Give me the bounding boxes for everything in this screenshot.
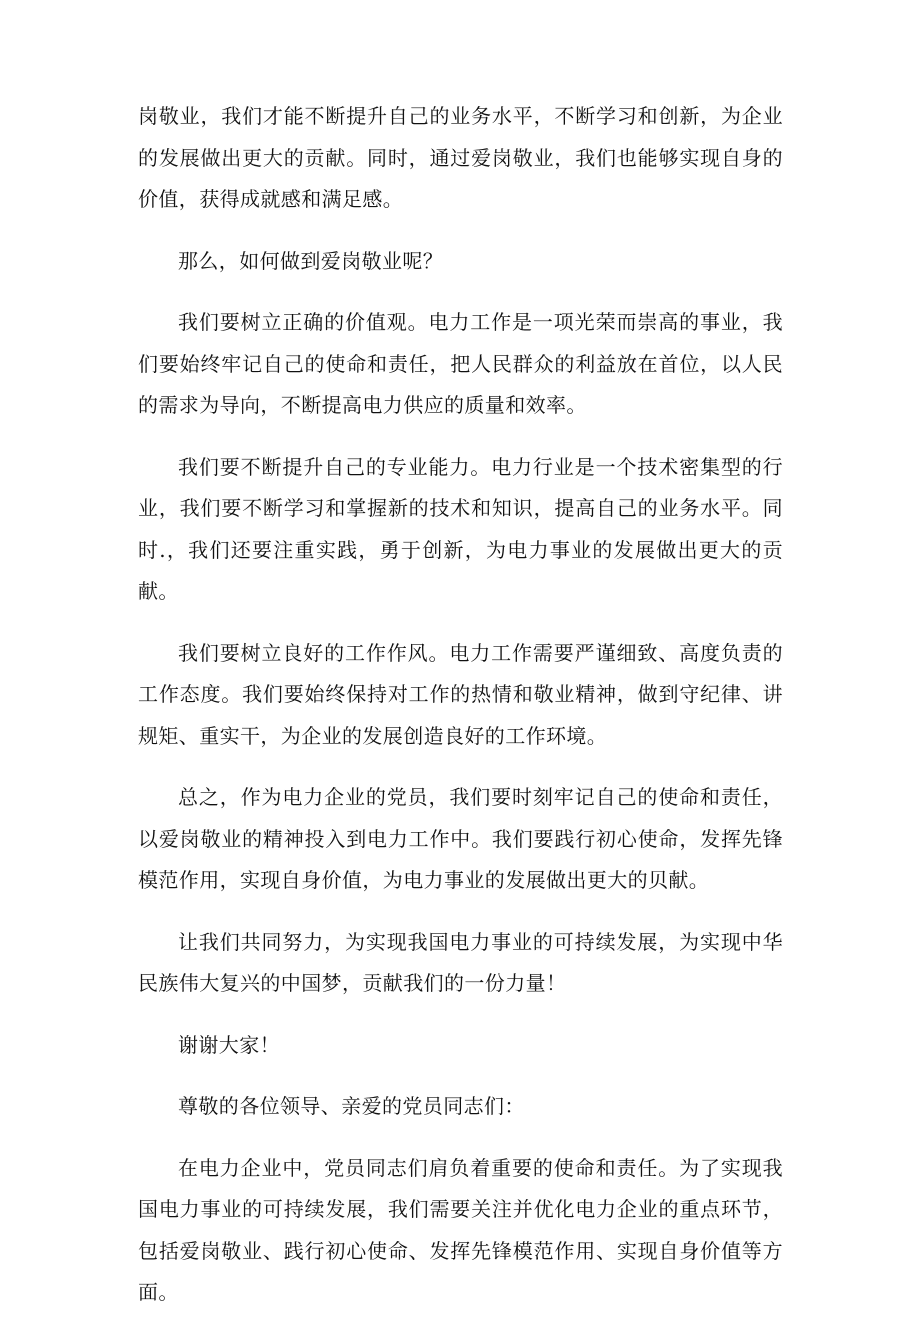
- paragraph-call-to-action: 让我们共同努力，为实现我国电力事业的可持续发展，为实现中华民族伟大复兴的中国梦，贡献我们的一份力量！: [138, 929, 783, 995]
- paragraph-work-style: 我们要树立良好的工作作风。电力工作需要严谨细致、高度负责的工作态度。我们要始终保持对工作的热情和敬业精神，做到守纪律、讲规矩、重实干，为企业的发展创造良好的工作环境。: [138, 640, 783, 748]
- paragraph-thanks: 谢谢大家！: [178, 1032, 280, 1057]
- paragraph-continuation: 岗敬业，我们才能不断提升自己的业务水平，不断学习和创新，为企业的发展做出更大的贡献。同时，通过爱岗敬业，我们也能够实现自身的价值，获得成就感和满足感。: [138, 104, 783, 211]
- paragraph-intro: 在电力企业中，党员同志们肩负着重要的使命和责任。为了实现我国电力事业的可持续发展，我们需要关注并优化电力企业的重点环节，包括爱岗敬业、践行初心使命、发挥先锋模范作用、实现自身价值等方面。: [138, 1155, 783, 1304]
- document-body: [138, 96, 783, 1334]
- paragraph-salutation: 尊敬的各位领导、亲爱的党员同志们：: [178, 1094, 525, 1118]
- paragraph-values: 我们要树立正确的价值观。电力工作是一项光荣而崇高的事业，我们要始终牢记自己的使命和责任，把人民群众的利益放在首位，以人民的需求为导向，不断提高电力供应的质量和效率。: [138, 310, 783, 417]
- paragraph-question: 那么，如何做到爱岗敬业呢？: [178, 248, 444, 273]
- paragraph-skills: 我们要不断提升自己的专业能力。电力行业是一个技术密集型的行业，我们要不断学习和掌握新的技术和知识，提高自己的业务水平。同时.，我们还要注重实践，勇于创新，为电力事业的发展做出更大的贡献。: [138, 454, 783, 603]
- paragraph-summary: 总之，作为电力企业的党员，我们要时刻牢记自己的使命和责任，以爱岗敬业的精神投入到电力工作中。我们要践行初心使命，发挥先锋模范作用，实现自身价值，为电力事业的发展做出更大的贝献。: [138, 785, 783, 892]
